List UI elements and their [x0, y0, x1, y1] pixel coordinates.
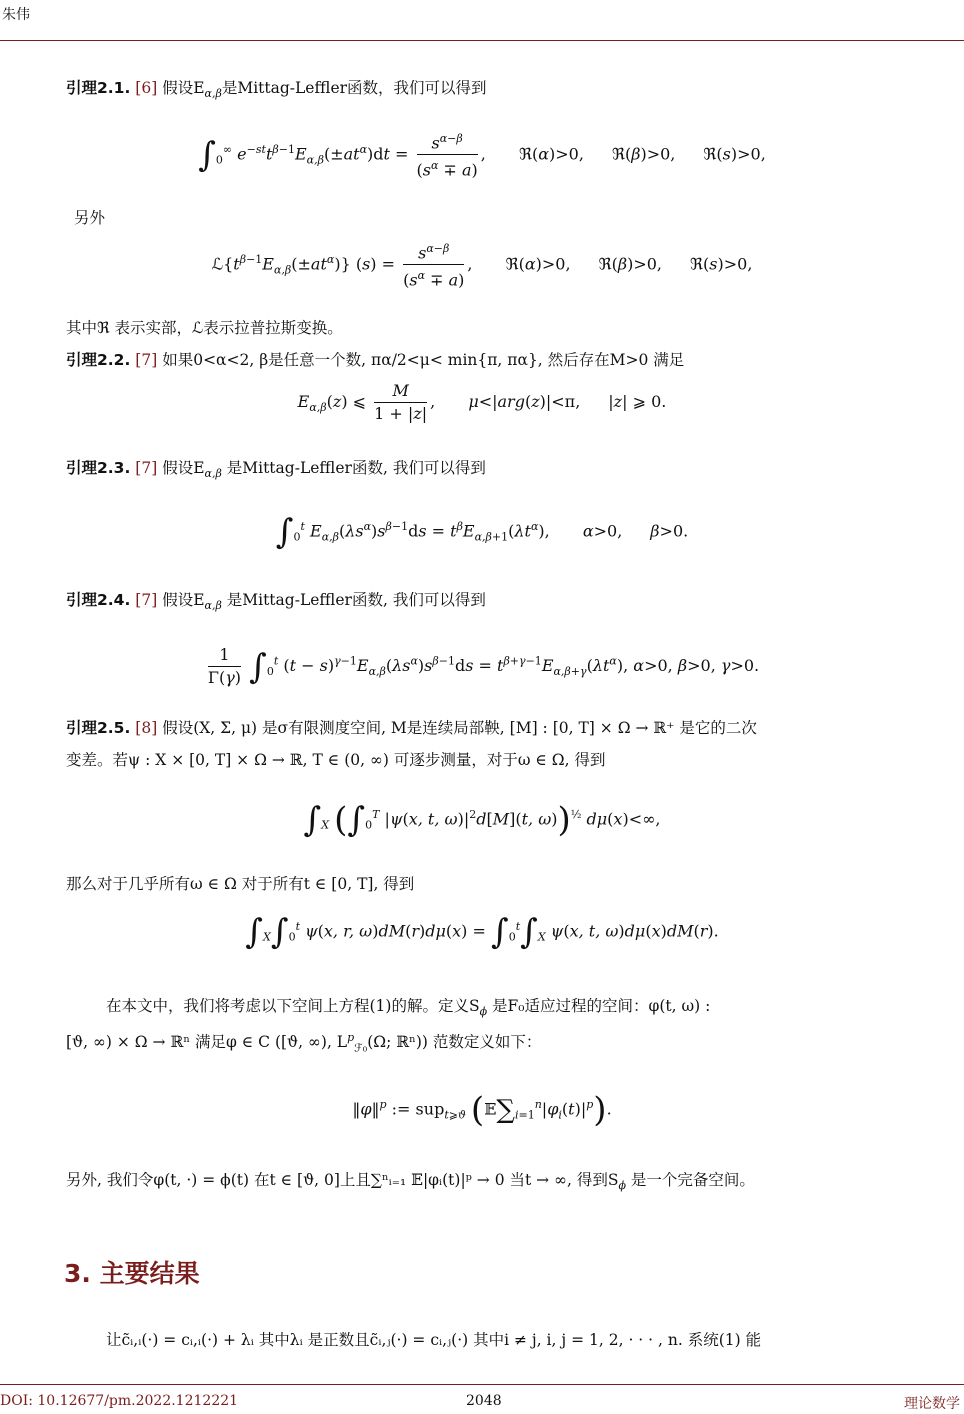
equation-laplace-transform: $ℒ\{t^{\beta-1}E_{\alpha,\beta}(\pm at^\alpha)\} (s)$ = $\frac{s^{\alpha-\beta}}{(s^\alpha \mp a)}$ , ℜ(α)>0, ℜ(β)>0, ℜ(s)>0, — [0, 238, 964, 292]
page-number: 2048 — [466, 1393, 502, 1409]
equation-lemma-2-4: $\frac{1}{\Gamma(\gamma)}$ $\int_0^t$ $(t - s)^{\gamma-1}E_{\alpha,\beta}(\lambda s^\alpha)s^{\beta-1}ds = t^{\beta+\gamma-1}E_{\alpha,\beta+\gamma}(\lambda t^\alpha)$, α>0, β>0, γ>0. — [207, 645, 760, 687]
equation-laplace-integral: $\int_0^\infty$ $e^{-st}t^{\beta-1}E_{\alpha,\beta}(\pm at^\alpha)dt$ = $\frac{s^{\alpha-\beta}}{(s^\alpha \mp a)}$ , ℜ(α)>0, ℜ(β)>0, ℜ(s)>0, — [0, 128, 964, 182]
citation-link[interactable]: [6] — [135, 79, 158, 97]
paragraph-also: 另外 — [74, 209, 106, 227]
lemma-2-5-line2: 变差。若ψ : X × [0, T] × Ω → ℝ, T ∈ (0, ∞) 可逐步测量，对于ω ∈ Ω, 得到 — [66, 751, 606, 769]
paragraph-complete-space: 另外, 我们令φ(t, ·) = ϕ(t) 在t ∈ [ϑ, 0]上且∑ⁿᵢ₌₁ 𝔼|φᵢ(t)|ᵖ → 0 当t → ∞, 得到$S_\phi$ 是一个完备空间。 — [66, 1171, 755, 1193]
lemma-2-3: 引理2.3. [7] 假设$E_{\alpha,\beta}$ 是Mittag-Leffler函数, 我们可以得到 — [66, 459, 486, 481]
page-header — [0, 0, 964, 41]
citation-link[interactable]: [8] — [135, 719, 158, 737]
equation-lemma-2-3: $\int_0^t$ $E_{\alpha,\beta}(\lambda s^\alpha)s^{\beta-1}ds = t^\beta E_{\alpha,\beta+1}(\lambda t^\alpha)$, α>0, β>0. — [275, 511, 689, 552]
lemma-2-1: 引理2.1. [6] 假设$E_{\alpha,\beta}$是Mittag-Leffler函数，我们可以得到 — [66, 79, 487, 101]
paragraph-main-results: 让c̃ᵢ,ᵢ(·) = cᵢ,ᵢ(·) + λᵢ 其中λᵢ 是正数且c̃ᵢ,ⱼ(·) = cᵢ,ⱼ(·) 其中i ≠ j, i, j = 1, 2, · · · , n. 系统(1) 能 — [106, 1331, 762, 1349]
equation-fubini: $\int_X\int_0^t$ ψ(x, r, $\omega)dM(r)d\mu(x) = \int_0^t\int_X$ ψ(x, t, ω)dμ(x)dM(r). — [245, 911, 719, 952]
lemma-2-5: 引理2.5. [8] 假设(X, Σ, μ) 是σ有限测度空间, M是连续局部鞅, [M] : [0, T] × Ω → ℝ⁺ 是它的二次 — [66, 719, 757, 737]
equation-norm: ‖φ‖$^p$ := sup$_{t⩾ϑ}$ $(𝔼\sum_{i=1}^n|\varphi_i(t)|^p)$. — [352, 1089, 612, 1130]
lemma-2-5-line3: 那么对于几乎所有ω ∈ Ω 对于所有t ∈ [0, T], 得到 — [66, 875, 415, 893]
journal-name: 理论数学 — [904, 1396, 960, 1412]
paragraph-definition: 在本文中，我们将考虑以下空间上方程(1)的解。定义$S_\phi$ 是F₀适应过程的空间：φ(t, ω) : — [106, 997, 711, 1019]
citation-link[interactable]: [7] — [135, 459, 158, 477]
paragraph-note: 其中ℜ 表示实部，ℒ表示拉普拉斯变换。 — [66, 319, 343, 337]
lemma-2-2: 引理2.2. [7] 如果0<α<2, β是任意一个数, πα/2<μ< min{π, πα}, 然后存在M>0 满足 — [66, 351, 685, 369]
lemma-2-4: 引理2.4. [7] 假设$E_{\alpha,\beta}$ 是Mittag-Leffler函数, 我们可以得到 — [66, 591, 486, 613]
citation-link[interactable]: [7] — [135, 351, 158, 369]
author-name: 朱伟 — [2, 7, 30, 23]
doi-link[interactable]: DOI: 10.12677/pm.2022.1212221 — [0, 1393, 239, 1409]
equation-lemma-2-5-condition: $\int_X$ ($\int_0^T$ |ψ(x, t, $\omega)|^2d[M](t$, ω))$^{\frac{1}{2}}$ dμ(x)<∞, — [303, 799, 661, 840]
citation-link[interactable]: [7] — [135, 591, 158, 609]
section-title: 3. 主要结果 — [64, 1259, 200, 1288]
paragraph-definition-line2: [ϑ, ∞) × Ω → ℝⁿ 满足φ ∈ C ([ϑ, ∞), $L^p_{ℱ_0}(\Omega$; ℝⁿ)) 范数定义如下： — [66, 1031, 542, 1055]
page-footer — [0, 1384, 964, 1412]
equation-bound: $E_{\alpha,\beta}(z)$ ⩽ $\frac{M}{1 + |z|}$ , μ<|arg(z)|<π, |z| ⩾ 0. — [297, 381, 667, 423]
